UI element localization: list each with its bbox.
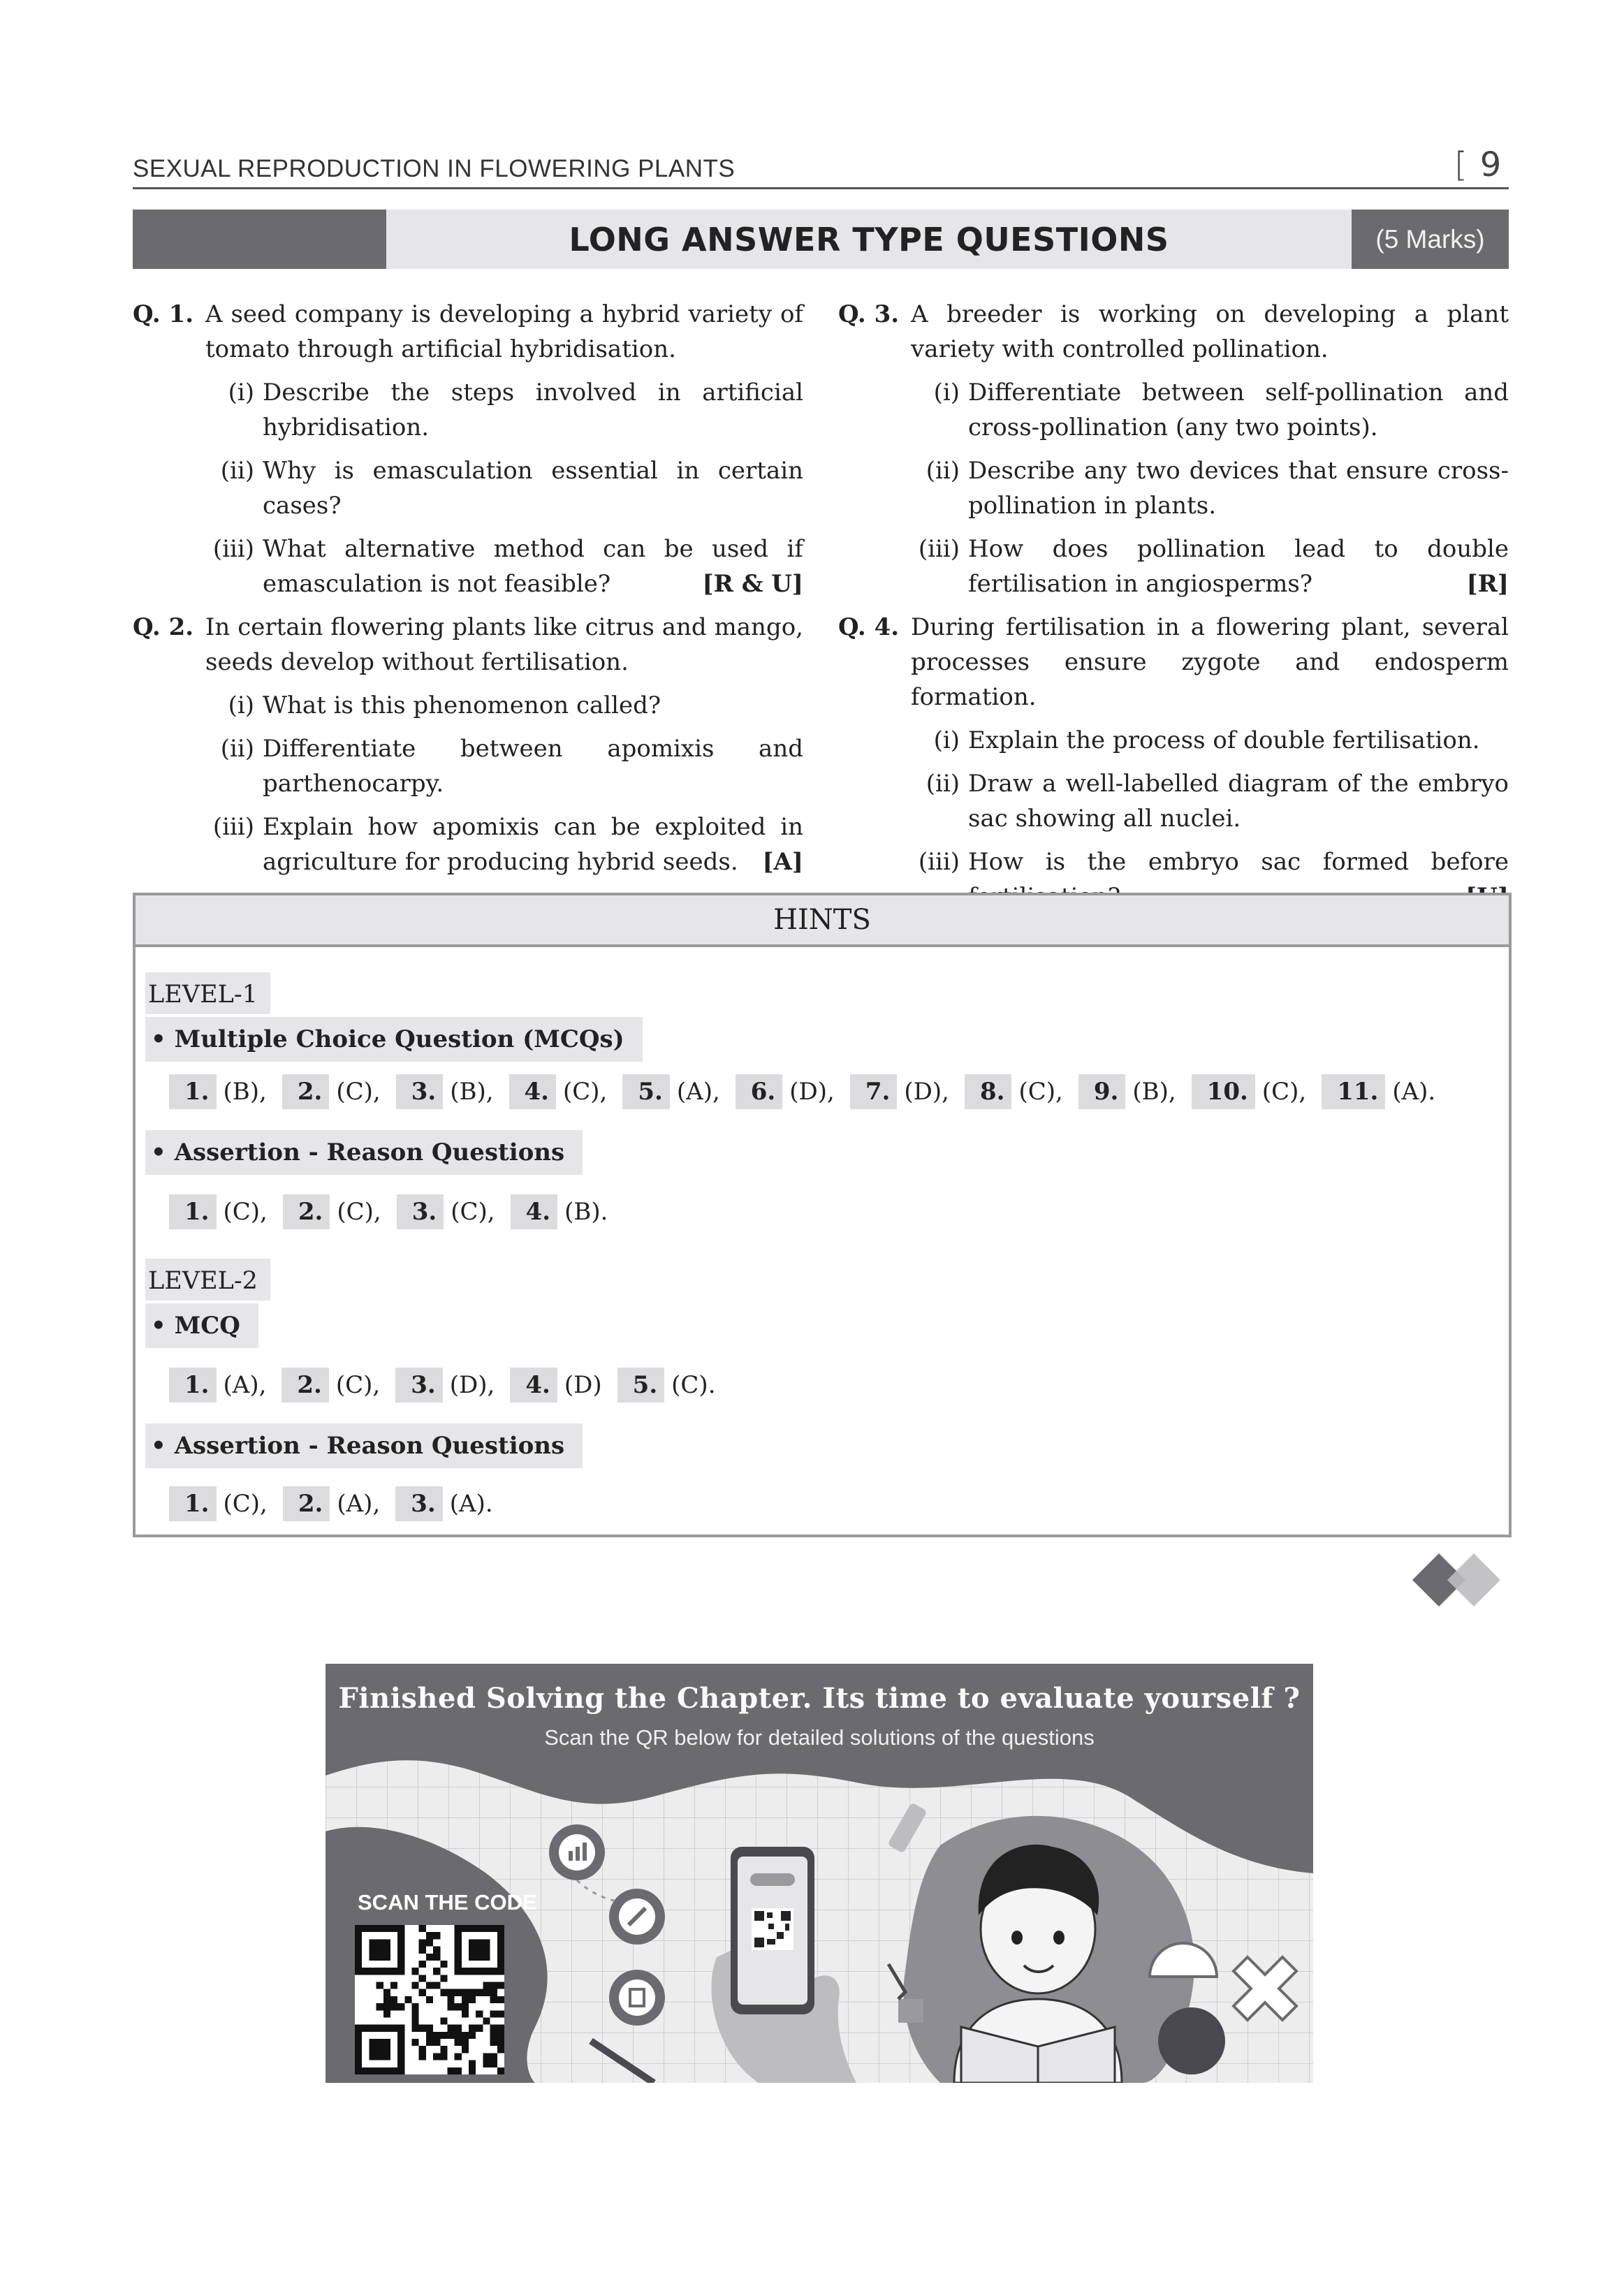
question-number: Q. 3. bbox=[838, 300, 900, 328]
qr-code-icon bbox=[355, 1925, 504, 2074]
answer-option: (D) bbox=[564, 1371, 602, 1399]
sub-question bbox=[205, 375, 803, 445]
question-number: Q. 4. bbox=[838, 613, 900, 641]
sub-text: Describe any two devices that ensure cross-pollination in plants. bbox=[968, 457, 1509, 520]
sub-number: (i) bbox=[933, 379, 960, 407]
answer-item bbox=[850, 1074, 949, 1109]
answer-number: 6. bbox=[736, 1074, 783, 1109]
level-2-ar-answers bbox=[169, 1486, 509, 1521]
answer-number: 4. bbox=[511, 1194, 558, 1229]
level-1-ar-answers bbox=[169, 1194, 623, 1229]
answer-number: 3. bbox=[397, 1194, 444, 1229]
answer-number: 2. bbox=[281, 1368, 329, 1403]
answer-number: 11. bbox=[1322, 1074, 1385, 1109]
answer-item bbox=[622, 1074, 719, 1109]
answer-option: (D), bbox=[789, 1078, 835, 1106]
answer-option: (C), bbox=[223, 1198, 268, 1226]
answer-option: (B), bbox=[1132, 1078, 1176, 1106]
answer-item bbox=[1078, 1074, 1176, 1109]
sub-text: Describe the steps involved in artificial hybridisation. bbox=[263, 379, 803, 441]
sub-number: (iii) bbox=[212, 535, 254, 563]
promo-banner bbox=[325, 1664, 1313, 2083]
sub-question bbox=[911, 532, 1509, 601]
promo-title: Finished Solving the Chapter. Its time to evaluate yourself ? bbox=[338, 1682, 1301, 1715]
sub-number: (iii) bbox=[918, 848, 960, 876]
sub-text: What alternative method can be used if emasculation is not feasible? bbox=[263, 535, 803, 598]
question-text: In certain flowering plants like citrus and mango, seeds develop without fertilisation. bbox=[205, 613, 803, 676]
running-title: SEXUAL REPRODUCTION IN FLOWERING PLANTS bbox=[133, 155, 736, 182]
question-3 bbox=[838, 297, 1509, 601]
answer-item bbox=[281, 1368, 380, 1403]
answer-item bbox=[282, 1074, 381, 1109]
answer-item bbox=[1192, 1074, 1307, 1109]
answer-number: 1. bbox=[169, 1074, 217, 1109]
qr-code[interactable] bbox=[355, 1925, 504, 2074]
level-1-mcq-label: • Multiple Choice Question (MCQs) bbox=[145, 1017, 643, 1062]
answer-number: 1. bbox=[169, 1486, 217, 1521]
sub-question bbox=[205, 810, 803, 879]
answer-option: (B). bbox=[564, 1198, 608, 1226]
question-text: A seed company is developing a hybrid variety of tomato through artificial hybridisation. bbox=[205, 300, 803, 363]
answer-number: 2. bbox=[283, 1486, 330, 1521]
answer-item bbox=[736, 1074, 835, 1109]
answer-number: 5. bbox=[617, 1368, 665, 1403]
question-1 bbox=[133, 297, 803, 601]
question-tag: [R] bbox=[1466, 570, 1509, 598]
hints-title: HINTS bbox=[136, 895, 1509, 947]
answer-option: (B), bbox=[223, 1078, 267, 1106]
answer-number: 3. bbox=[395, 1368, 443, 1403]
question-number: Q. 1. bbox=[133, 300, 194, 328]
answer-item bbox=[509, 1074, 608, 1109]
question-number: Q. 2. bbox=[133, 613, 194, 641]
answer-item bbox=[169, 1486, 268, 1521]
level-1-mcq-answers bbox=[169, 1074, 1451, 1109]
question-tag: [R & U] bbox=[702, 570, 803, 598]
answer-number: 9. bbox=[1078, 1074, 1126, 1109]
answer-item bbox=[395, 1486, 492, 1521]
answer-option: (D), bbox=[449, 1371, 495, 1399]
level-2-mcq-answers bbox=[169, 1368, 731, 1403]
question-tag: [A] bbox=[762, 848, 803, 876]
answer-option: (D), bbox=[904, 1078, 949, 1106]
answer-option: (C). bbox=[671, 1371, 716, 1399]
answer-number: 3. bbox=[395, 1486, 443, 1521]
banner-left-block bbox=[133, 210, 386, 269]
answer-option: (C), bbox=[336, 1078, 381, 1106]
sub-question bbox=[205, 453, 803, 523]
answer-option: (C), bbox=[563, 1078, 608, 1106]
answer-option: (C), bbox=[337, 1198, 381, 1226]
answer-number: 7. bbox=[850, 1074, 898, 1109]
answer-number: 10. bbox=[1192, 1074, 1255, 1109]
scan-code-label: SCAN THE CODE bbox=[358, 1890, 537, 1915]
sub-text: Explain how apomixis can be exploited in agriculture for producing hybrid seeds. bbox=[263, 813, 803, 876]
level-2-ar-label: • Assertion - Reason Questions bbox=[145, 1423, 583, 1468]
answer-option: (C), bbox=[451, 1198, 495, 1226]
answer-item bbox=[396, 1074, 494, 1109]
sub-text: Why is emasculation essential in certain cases? bbox=[263, 457, 803, 520]
answer-item bbox=[617, 1368, 716, 1403]
answer-option: (A), bbox=[676, 1078, 720, 1106]
answer-item bbox=[283, 1486, 380, 1521]
sub-text: Differentiate between apomixis and parthenocarpy. bbox=[263, 735, 803, 798]
header-rule bbox=[133, 187, 1509, 189]
answer-number: 1. bbox=[169, 1368, 217, 1403]
question-4 bbox=[838, 610, 1509, 914]
sub-number: (iii) bbox=[918, 535, 960, 563]
sub-number: (i) bbox=[933, 726, 960, 754]
section-title: LONG ANSWER TYPE QUESTIONS bbox=[386, 210, 1352, 269]
sub-question bbox=[911, 453, 1509, 523]
answer-option: (A). bbox=[449, 1490, 493, 1518]
answer-item bbox=[283, 1194, 381, 1229]
sub-number: (i) bbox=[228, 691, 254, 719]
answer-number: 4. bbox=[509, 1074, 557, 1109]
answer-option: (A), bbox=[223, 1371, 267, 1399]
answer-option: (C), bbox=[1261, 1078, 1307, 1106]
sub-number: (ii) bbox=[220, 457, 254, 485]
section-banner bbox=[133, 210, 1509, 269]
answer-option: (C), bbox=[335, 1371, 381, 1399]
answer-number: 3. bbox=[396, 1074, 444, 1109]
sub-text: Explain the process of double fertilisation. bbox=[968, 726, 1480, 754]
marks-label: (5 Marks) bbox=[1352, 210, 1509, 269]
answer-number: 8. bbox=[965, 1074, 1012, 1109]
questions-right-column bbox=[838, 297, 1509, 923]
sub-number: (ii) bbox=[926, 770, 960, 798]
question-text: A breeder is working on developing a plant variety with controlled pollination. bbox=[911, 300, 1509, 363]
page-bracket: [ bbox=[1454, 145, 1468, 184]
answer-option: (C), bbox=[1018, 1078, 1063, 1106]
page-number-block bbox=[1454, 145, 1501, 184]
answer-item bbox=[169, 1194, 268, 1229]
answer-option: (A). bbox=[1392, 1078, 1436, 1106]
answer-option: (A), bbox=[337, 1490, 381, 1518]
level-1-ar-label: • Assertion - Reason Questions bbox=[145, 1130, 583, 1175]
answer-item bbox=[510, 1368, 601, 1403]
level-2-label: LEVEL-2 bbox=[145, 1259, 270, 1301]
answer-number: 2. bbox=[282, 1074, 330, 1109]
answer-option: (C), bbox=[223, 1490, 268, 1518]
sub-text: How is the embryo sac formed before bbox=[968, 848, 1509, 876]
sub-question bbox=[205, 532, 803, 601]
questions-left-column bbox=[133, 297, 803, 888]
answer-number: 2. bbox=[283, 1194, 330, 1229]
diamond-ornament-icon bbox=[1404, 1552, 1509, 1608]
answer-item bbox=[169, 1368, 266, 1403]
sub-question bbox=[911, 723, 1509, 758]
sub-number: (iii) bbox=[212, 813, 254, 841]
sub-question bbox=[205, 688, 803, 723]
answer-item bbox=[397, 1194, 495, 1229]
question-text: During fertilisation in a flowering plant, several processes ensure zygote and endosperm formation. bbox=[911, 613, 1509, 711]
sub-question bbox=[911, 375, 1509, 445]
answer-item bbox=[965, 1074, 1063, 1109]
sub-text: How does pollination lead to double fertilisation in angiosperms? bbox=[968, 535, 1509, 598]
answer-number: 5. bbox=[622, 1074, 670, 1109]
answer-item bbox=[169, 1074, 267, 1109]
sub-text: Draw a well-labelled diagram of the embryo sac showing all nuclei. bbox=[968, 770, 1509, 833]
sub-text: What is this phenomenon called? bbox=[263, 691, 661, 719]
sub-text: Differentiate between self-pollination and cross-pollination (any two points). bbox=[968, 379, 1509, 441]
sub-number: (ii) bbox=[220, 735, 254, 763]
question-2 bbox=[133, 610, 803, 879]
answer-number: 4. bbox=[510, 1368, 557, 1403]
sub-number: (i) bbox=[228, 379, 254, 407]
answer-number: 1. bbox=[169, 1194, 217, 1229]
answer-option: (B), bbox=[450, 1078, 494, 1106]
answer-item bbox=[511, 1194, 608, 1229]
level-1-label: LEVEL-1 bbox=[145, 972, 270, 1014]
answer-item bbox=[1322, 1074, 1435, 1109]
level-2-mcq-label: • MCQ bbox=[145, 1303, 258, 1348]
answer-item bbox=[395, 1368, 495, 1403]
sub-number: (ii) bbox=[926, 457, 960, 485]
page-number: 9 bbox=[1479, 145, 1502, 184]
sub-question bbox=[205, 731, 803, 801]
sub-question bbox=[911, 766, 1509, 836]
hints-box bbox=[133, 893, 1512, 1537]
promo-subtitle: Scan the QR below for detailed solutions of the questions bbox=[544, 1725, 1095, 1750]
